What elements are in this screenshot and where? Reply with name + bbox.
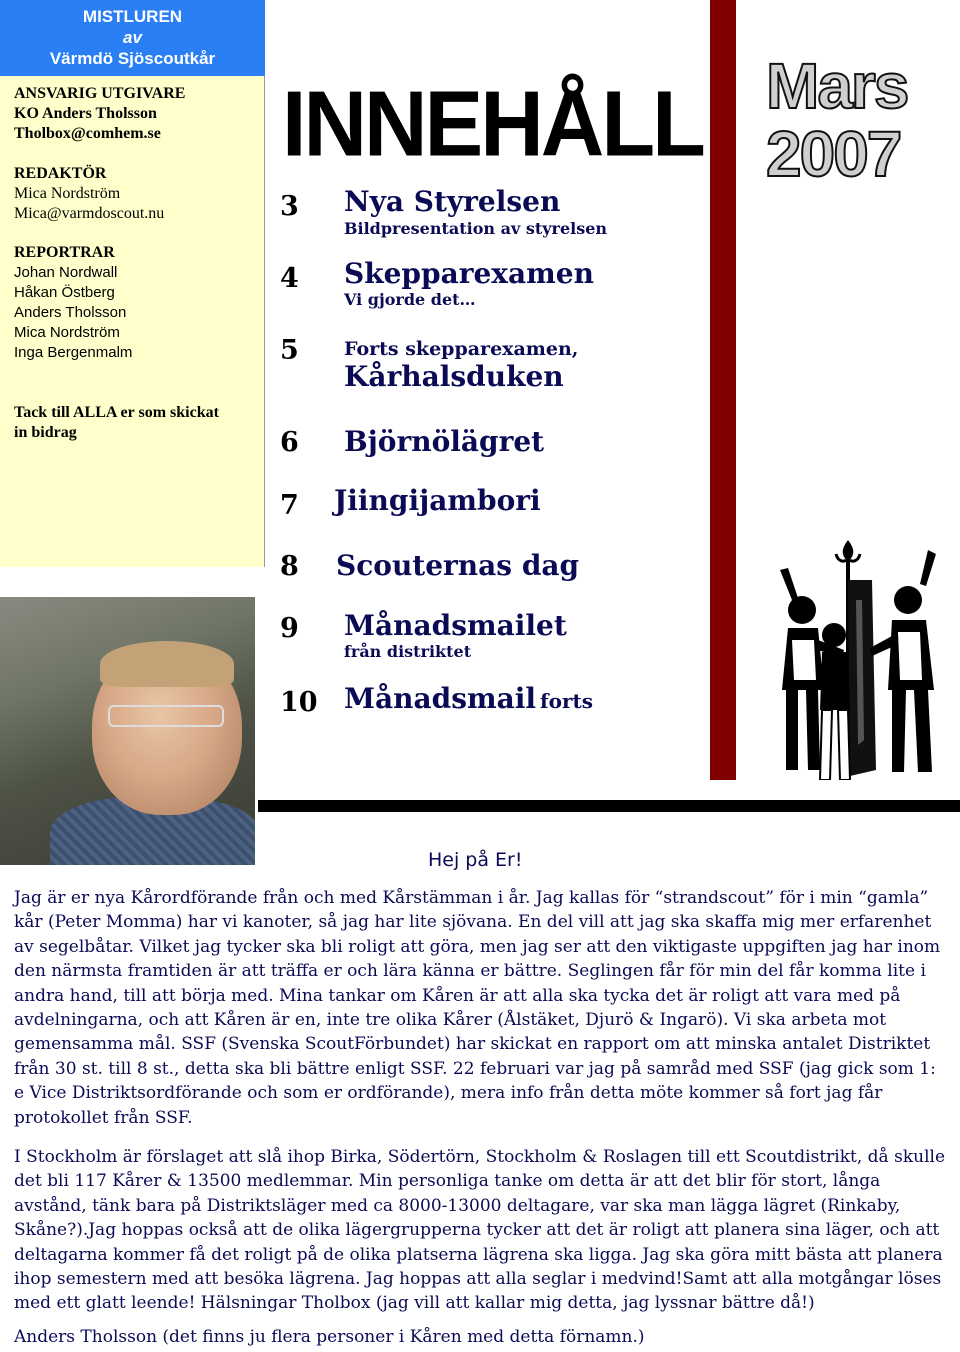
article-greeting: Hej på Er! <box>428 849 523 871</box>
editor-name: Mica Nordström <box>14 185 121 202</box>
newsletter-org: Värmdö Sjöscoutkår <box>49 49 216 68</box>
reporters-block <box>14 243 132 363</box>
page-number: 8 <box>280 551 299 582</box>
article-signature: Anders Tholsson (det finns ju flera personer i Kåren med detta förnamn.) <box>14 1327 645 1347</box>
contents-title[interactable]: Månadsmailet <box>344 609 567 642</box>
contents-title-suffix: forts <box>540 689 594 713</box>
page-number: 6 <box>280 427 299 458</box>
page-number: 3 <box>280 191 299 222</box>
thanks-line: Tack till ALLA er som skickat <box>14 404 219 421</box>
article-paragraph: Jag är er nya Kårordförande från och med Kårstämman i år. Jag kallas för “strandscout” för i min “gamla” kår (Peter Momma) har vi kanoter, så jag har lite sjövana. En del vill att jag ska skaffa mig mer erfarenhet av segelbåtar. Vilket jag tycker ska bli roligt att göra, men jag ser att den viktigaste uppgiften jag har inom den närmsta framtiden är att träffa er och lära känna er bättre. Seglingen får för min del får komma lite i andra hand, till att börja med. Mina tankar om Kåren är att alla ska tycka det är roligt att vara med på avdelningarna, och att Kåren är en, inte tre olika Kårer (Ålstäket, Djurö & Ingarö). Vi ska arbeta mot gemensamma mål. SSF (Svenska ScoutFörbundet) har skickat en rapport om att minska antalet Distriktet från 30 st. till 8 st., detta ska bli bättre enligt SSF. 22 februari var jag på samråd med SSF (jag gick som 1: e Vice Distriktsordförande och som er ordförande), mera info från detta möte kommer så fort jag får protokollet från SSF. <box>14 888 941 1128</box>
reporter-name: Håkan Östberg <box>14 284 115 301</box>
scouts-flag-illustration <box>752 540 960 780</box>
reporter-name: Johan Nordwall <box>14 264 118 281</box>
editor-block <box>14 164 164 224</box>
contents-entry[interactable] <box>344 683 593 715</box>
reporters-label: REPORTRAR <box>14 244 115 261</box>
page-number: 7 <box>280 490 299 521</box>
contents-subtitle: Vi gjorde det… <box>344 290 476 309</box>
page-number: 5 <box>280 335 299 366</box>
publisher-email[interactable]: Tholbox@comhem.se <box>14 125 161 142</box>
contents-title[interactable]: Skepparexamen <box>344 257 594 290</box>
contents-title[interactable]: Kårhalsduken <box>344 360 564 393</box>
publisher-label: ANSVARIG UTGIVARE <box>14 85 186 102</box>
publisher-block <box>14 84 185 144</box>
editor-label: REDAKTÖR <box>14 165 107 182</box>
contents-title-prefix: Forts skepparexamen, <box>344 338 579 360</box>
contents-title[interactable]: Scouternas dag <box>336 549 580 582</box>
newsletter-name: MISTLUREN <box>82 7 183 26</box>
page-number: 10 <box>280 687 318 718</box>
article-paragraph: I Stockholm är förslaget att slå ihop Birka, Södertörn, Stockholm & Roslagen till ett Scoutdistrikt, då skulle det bli 117 Kårer & 13500 medlemmar. Min personliga tanke om detta är att det blir för stort, långa avstånd, tänk bara på Distriktsläger med ca 8000-13000 deltagare, var ska man lägga lägret (Rinkaby, Skåne?).Jag hoppas också att de olika lägergrupperna tycker att det är roligt att planera sina läger, och att deltagarna kommer få det roligt på de olika platserna lägrena ska ligga. Jag ska göra mitt bästa att planera ihop semestern med att besöka lägrena. Jag hoppas att alla seglar i medvind!Samt att alla motgångar löses med ett glatt leende! Hälsningar Tholbox (jag vill att kallar mig detta, jag lyssnar bättre då!) <box>14 1147 946 1314</box>
contents-title[interactable]: Nya Styrelsen <box>344 185 561 218</box>
reporter-name: Inga Bergenmalm <box>14 344 133 361</box>
publisher-name: KO Anders Tholsson <box>14 105 157 122</box>
contents-title: Månadsmail <box>344 682 537 715</box>
masthead-sidebar <box>0 0 265 567</box>
thanks-note <box>14 403 219 443</box>
contents-subtitle: Bildpresentation av styrelsen <box>344 219 608 238</box>
contents-title[interactable]: Jiingijambori <box>334 484 541 517</box>
editor-email[interactable]: Mica@varmdoscout.nu <box>14 205 165 222</box>
issue-date: Mars 2007 <box>766 50 908 190</box>
section-divider <box>258 800 960 812</box>
newsletter-by: av <box>123 28 142 47</box>
red-divider-bar <box>710 0 736 780</box>
contents-title[interactable]: Björnölägret <box>344 425 545 458</box>
reporter-name: Anders Tholsson <box>14 304 127 321</box>
contents-subtitle: från distriktet <box>344 642 472 661</box>
reporter-name: Mica Nordström <box>14 324 120 341</box>
page-number: 4 <box>280 263 299 294</box>
newsletter-name-box <box>0 0 265 76</box>
portrait-photo <box>0 597 255 865</box>
thanks-line: in bidrag <box>14 424 77 441</box>
contents-heading: INNEHÅLL <box>282 71 703 176</box>
page-number: 9 <box>280 613 299 644</box>
